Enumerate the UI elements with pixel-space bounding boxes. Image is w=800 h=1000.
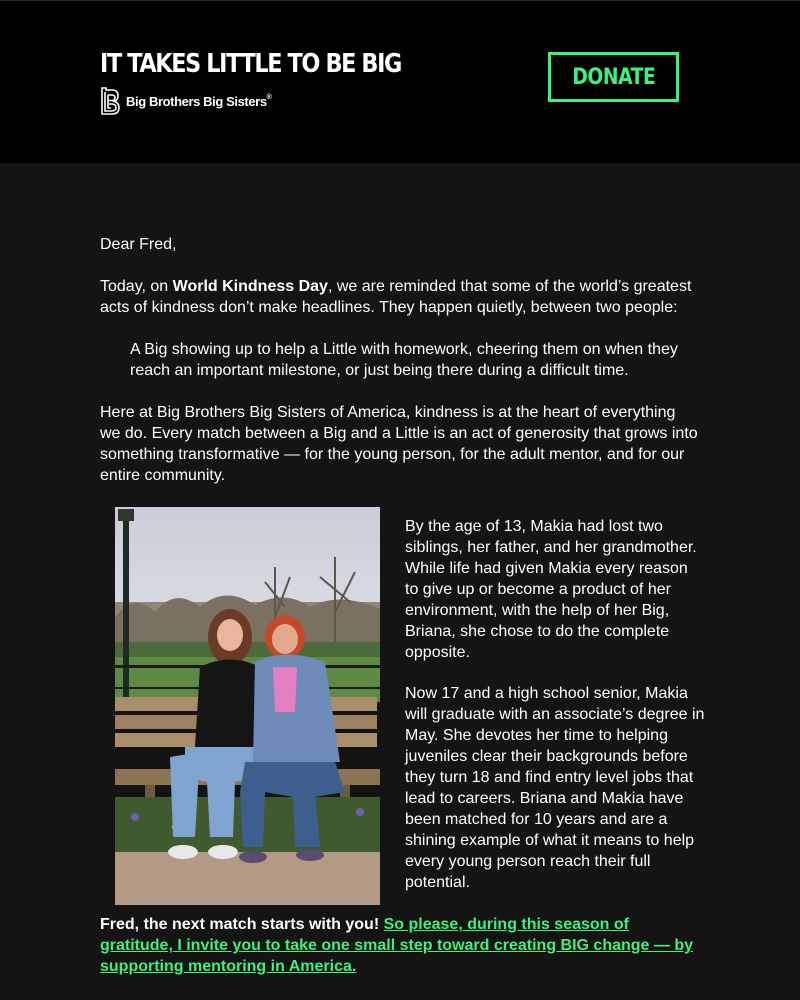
mission-paragraph: Here at Big Brothers Big Sisters of America, kindness is at the heart of everything we do. Every match between a Big and a Little is an act of generosity that grows into something transformative — for the young person, for the adult mentor, and for our entire community. — [100, 404, 698, 484]
story-photo — [115, 507, 380, 905]
photo-two-women-on-bench-icon — [115, 507, 380, 905]
story-paragraph-1: By the age of 13, Makia had lost two siblings, her father, and her grandmother. While life had given Makia every reason to give up or become a product of her environment, with the help of her Big, Briana, she chose to do the complete opposite. — [405, 518, 697, 661]
cta-paragraph — [100, 914, 700, 977]
intro-paragraph: Today, on World Kindness Day, we are reminded that some of the world’s greatest acts of kindness don’t make headlines. They happen quietly, between two people: — [100, 278, 692, 316]
bbbs-logo[interactable] — [100, 87, 271, 115]
support-mentoring-link[interactable]: So please, during this season of gratitude, I invite you to take one small step toward creating BIG change — by supporting mentoring in America. — [100, 916, 694, 975]
tagline: IT TAKES LITTLE TO BE BIG — [100, 49, 402, 79]
cta-lead: Fred, the next match starts with you! — [100, 916, 384, 933]
bbbs-logo-icon — [100, 87, 122, 115]
world-kindness-day: World Kindness Day — [172, 278, 328, 295]
donate-button[interactable]: DONATE — [548, 52, 679, 102]
story-paragraph-2: Now 17 and a high school senior, Makia will graduate with an associate’s degree in May. She devotes her time to helping juveniles clear their backgrounds before they turn 18 and find entry level jobs that lead to careers. Briana and Makia have been matched for 10 years and are a shining example of what it means to help every young person reach their full potential. — [405, 685, 705, 891]
logo-wordmark: Big Brothers Big Sisters® — [126, 93, 272, 109]
quote-paragraph: A Big showing up to help a Little with homework, cheering them on when they reach an important milestone, or just being there during a difficult time. — [130, 341, 678, 379]
greeting: Dear Fred, — [100, 236, 177, 253]
email-header — [0, 0, 800, 163]
